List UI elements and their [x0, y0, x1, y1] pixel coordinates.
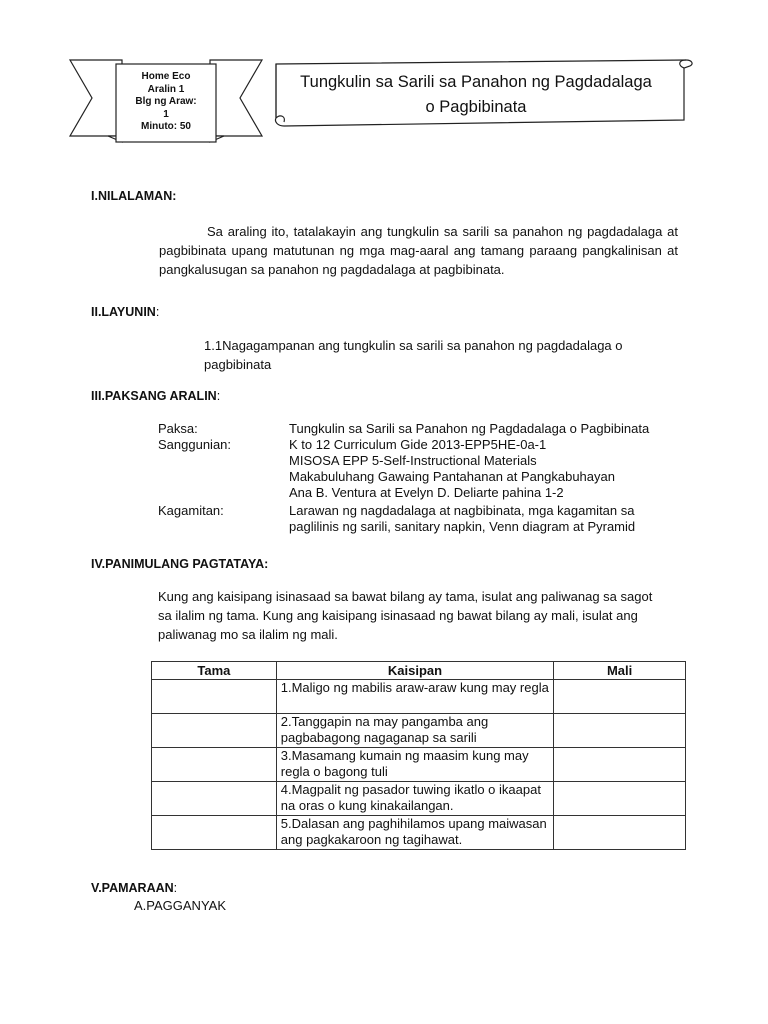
mali-cell[interactable]	[554, 782, 686, 816]
heading-text: I.NILALAMAN:	[91, 189, 177, 203]
column-header-mali: Mali	[554, 662, 686, 680]
kagamitan-item: Larawan ng nagdadalaga at nagbibinata, mga kagamitan sa	[289, 503, 635, 518]
pagtataya-instructions: Kung ang kaisipang isinasaad sa bawat bilang ay tama, isulat ang paliwanag sa sagot sa ilalim ng tama. Kung ang kaisipang isinasaad ng bawat bilang ay mali, isulat ang paliwanag mo sa ilalim ng mali.	[158, 589, 653, 642]
kaisipan-cell: 3.Masamang kumain ng maasim kung may regla o bagong tuli	[276, 748, 553, 782]
column-header-kaisipan: Kaisipan	[276, 662, 553, 680]
heading-text: III.PAKSANG ARALIN	[91, 389, 217, 403]
column-header-tama: Tama	[152, 662, 277, 680]
sanggunian-values	[289, 437, 615, 501]
table-row	[152, 680, 686, 714]
lesson-title	[282, 70, 670, 120]
sanggunian-label: Sanggunian:	[158, 437, 232, 452]
layunin-objective: 1.1Nagagampanan ang tungkulin sa sarili sa panahon ng pagdadalaga o pagbibinata	[204, 338, 623, 372]
kaisipan-cell: 5.Dalasan ang paghihilamos upang maiwasan ang pagkakaroon ng tagihawat.	[276, 816, 553, 850]
kagamitan-item: paglilinis ng sarili, sanitary napkin, Venn diagram at Pyramid	[289, 519, 636, 534]
section-heading-nilalaman	[91, 189, 176, 203]
section-heading-layunin	[91, 305, 159, 319]
pamaraan-sub: A.PAGGANYAK	[134, 898, 226, 913]
nilalaman-body: Sa araling ito, tatalakayin ang tungkulin sa sarili sa panahon ng pagdadalaga at pagbibinata upang matutunan ng mga mag-aaral ang tamang paraang pangkalinisan at pangkalusugan sa panahon ng pagdadalaga at pagbibinata.	[159, 224, 678, 277]
tama-cell[interactable]	[152, 680, 277, 714]
tama-cell[interactable]	[152, 816, 277, 850]
mali-cell[interactable]	[554, 680, 686, 714]
heading-suffix: :	[155, 305, 160, 319]
ribbon-line: Aralin 1	[147, 83, 185, 95]
ribbon-label	[119, 71, 213, 134]
kagamitan-label: Kagamitan:	[158, 503, 224, 518]
sanggunian-item: MISOSA EPP 5-Self-Instructional Materials	[289, 453, 537, 468]
table-row	[152, 714, 686, 748]
kaisipan-cell: 1.Maligo ng mabilis araw-araw kung may regla	[276, 680, 553, 714]
tama-cell[interactable]	[152, 782, 277, 816]
table-header-row	[152, 662, 686, 680]
sanggunian-item: Ana B. Ventura at Evelyn D. Deliarte pahina 1-2	[289, 485, 564, 500]
mali-cell[interactable]	[554, 816, 686, 850]
heading-suffix: :	[173, 881, 178, 895]
sanggunian-item: K to 12 Curriculum Gide 2013-EPP5HE-0a-1	[289, 437, 547, 452]
paksa-label: Paksa:	[158, 421, 198, 436]
ribbon-line: Minuto: 50	[141, 121, 191, 132]
tama-cell[interactable]	[152, 714, 277, 748]
kaisipan-cell: 4.Magpalit ng pasador tuwing ikatlo o ikaapat na oras o kung kinakailangan.	[276, 782, 553, 816]
table-row	[152, 782, 686, 816]
pagtataya-table	[151, 661, 686, 850]
mali-cell[interactable]	[554, 714, 686, 748]
heading-suffix: :	[216, 389, 221, 403]
kagamitan-values	[289, 503, 635, 535]
kaisipan-cell: 2.Tanggapin na may pangamba ang pagbabagong nagaganap sa sarili	[276, 714, 553, 748]
title-line-2: o Pagbibinata	[425, 98, 527, 116]
table-row	[152, 748, 686, 782]
ribbon-line: 1	[163, 108, 169, 120]
title-line-1: Tungkulin sa Sarili sa Panahon ng Pagdadalaga	[300, 73, 652, 91]
heading-text: IV.PANIMULANG PAGTATAYA:	[91, 557, 269, 571]
ribbon-line: Blg ng Araw:	[135, 96, 197, 107]
section-heading-pamaraan	[91, 881, 177, 895]
mali-cell[interactable]	[554, 748, 686, 782]
heading-text: II.LAYUNIN	[91, 305, 156, 319]
section-heading-panimulang-pagtataya	[91, 557, 268, 571]
sanggunian-item: Makabuluhang Gawaing Pantahanan at Pangkabuhayan	[289, 469, 615, 484]
ribbon-line: Home Eco	[141, 71, 191, 82]
tama-cell[interactable]	[152, 748, 277, 782]
heading-text: V.PAMARAAN	[91, 881, 174, 895]
table-row	[152, 816, 686, 850]
paksa-value: Tungkulin sa Sarili sa Panahon ng Pagdadalaga o Pagbibinata	[289, 421, 650, 436]
section-heading-paksang-aralin	[91, 389, 220, 403]
